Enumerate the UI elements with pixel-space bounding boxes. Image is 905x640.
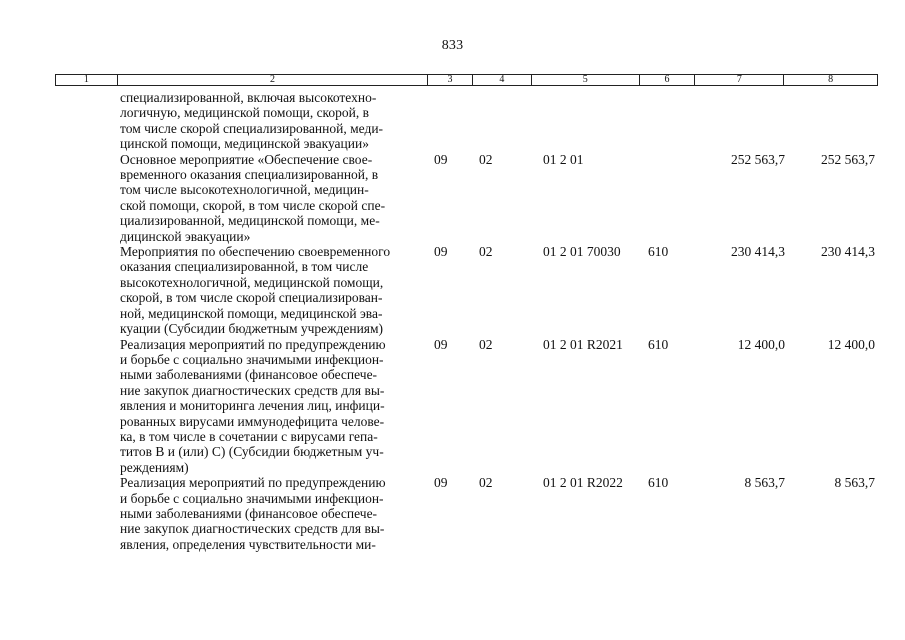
row-name-line: дицинской эвакуации» — [120, 228, 251, 244]
row-name-line: куации (Субсидии бюджетным учреждениям) — [120, 321, 384, 337]
row-subsection: 02 — [479, 244, 493, 260]
table-row — [0, 244, 905, 336]
row-name-line: специализированной, включая высокотехно- — [120, 90, 377, 105]
row-name-line: ными заболеваниями (финансовое обеспече- — [120, 367, 378, 383]
row-amount-col7: 230 414,3 — [731, 244, 785, 260]
row-name-line: том числе высокотехнологичной, медицин- — [120, 182, 369, 198]
page-number: 833 — [441, 38, 464, 53]
row-amount-col8: 8 563,7 — [834, 475, 875, 491]
row-amount-col7: 252 563,7 — [731, 151, 785, 167]
row-amount-col8: 12 400,0 — [827, 336, 875, 352]
row-section: 09 — [434, 475, 448, 491]
row-subsection: 02 — [479, 336, 493, 352]
row-name-line: Реализация мероприятий по предупреждению — [120, 336, 386, 352]
row-name-line: и борьбе с социально значимыми инфекцион- — [120, 490, 384, 506]
column-number-1: 1 — [56, 75, 118, 85]
table-row — [0, 475, 905, 552]
table-row — [0, 90, 905, 152]
row-name-line: Основное мероприятие «Обеспечение свое- — [120, 151, 373, 167]
budget-table-body — [0, 90, 905, 552]
row-amount-col7: 12 400,0 — [737, 336, 785, 352]
row-name — [120, 152, 425, 244]
row-name-line: том числе скорой специализированной, меди- — [120, 120, 384, 136]
row-name-line: ской помощи, скорой, в том числе скорой спе- — [120, 197, 386, 213]
column-number-4: 4 — [473, 75, 532, 85]
row-target-article: 01 2 01 70030 — [543, 244, 621, 260]
row-name-line: ка, в том числе в сочетании с вирусами гепа- — [120, 428, 378, 444]
row-amount-col8: 230 414,3 — [821, 244, 875, 260]
row-name-line: Реализация мероприятий по предупреждению — [120, 475, 386, 491]
row-name-line: явления, определения чувствительности ми- — [120, 536, 376, 552]
row-name-line: титов В и (или) С) (Субсидии бюджетным уч- — [120, 444, 384, 460]
row-section: 09 — [434, 336, 448, 352]
row-name-line: оказания специализированной, в том числе — [120, 259, 369, 275]
row-amount-col7: 8 563,7 — [744, 475, 785, 491]
row-expense-type: 610 — [648, 336, 669, 352]
column-number-8: 8 — [828, 74, 834, 85]
row-name — [120, 475, 425, 552]
column-number-7: 7 — [695, 75, 784, 85]
row-name-line: цинской помощи, медицинской эвакуации» — [120, 136, 369, 152]
row-name-line: ние закупок диагностических средств для вы- — [120, 382, 385, 398]
row-target-article: 01 2 01 — [543, 151, 584, 167]
row-name-line: ной, медицинской помощи, медицинской эва- — [120, 305, 383, 321]
column-number-6: 6 — [640, 75, 696, 85]
row-section: 09 — [434, 244, 448, 260]
row-expense-type: 610 — [648, 475, 669, 491]
row-name-line: циализированной, медицинской помощи, ме- — [120, 213, 380, 229]
row-name-line: временного оказания специализированной, в — [120, 167, 379, 183]
row-name — [120, 244, 425, 336]
table-row — [0, 152, 905, 244]
row-section: 09 — [434, 151, 448, 167]
row-target-article: 01 2 01 R2022 — [543, 475, 623, 491]
row-name-line: логичную, медицинской помощи, скорой, в — [120, 105, 370, 121]
row-name-line: рованных вирусами иммунодефицита челове- — [120, 413, 385, 429]
row-name-line: ными заболеваниями (финансовое обеспече- — [120, 505, 378, 521]
table-column-numbers — [55, 74, 878, 86]
row-name-line: и борьбе с социально значимыми инфекцион- — [120, 351, 384, 367]
row-name-line: высокотехнологичной, медицинской помощи, — [120, 274, 384, 290]
row-name — [120, 90, 425, 152]
row-amount-col8: 252 563,7 — [821, 151, 875, 167]
row-name-line: явления и мониторинга лечения лиц, инфици- — [120, 398, 385, 414]
row-name-line: скорой, в том числе скорой специализирован- — [120, 290, 383, 306]
column-number-3: 3 — [428, 75, 473, 85]
row-expense-type: 610 — [648, 244, 669, 260]
column-number-5: 5 — [532, 75, 640, 85]
table-row — [0, 337, 905, 476]
column-number-2: 2 — [118, 75, 428, 85]
row-name — [120, 337, 425, 476]
row-subsection: 02 — [479, 475, 493, 491]
row-subsection: 02 — [479, 151, 493, 167]
row-target-article: 01 2 01 R2021 — [543, 336, 623, 352]
row-name-line: Мероприятия по обеспечению своевременного — [120, 244, 391, 260]
row-name-line: ние закупок диагностических средств для вы- — [120, 521, 385, 537]
row-name-line: реждениям) — [120, 459, 189, 475]
